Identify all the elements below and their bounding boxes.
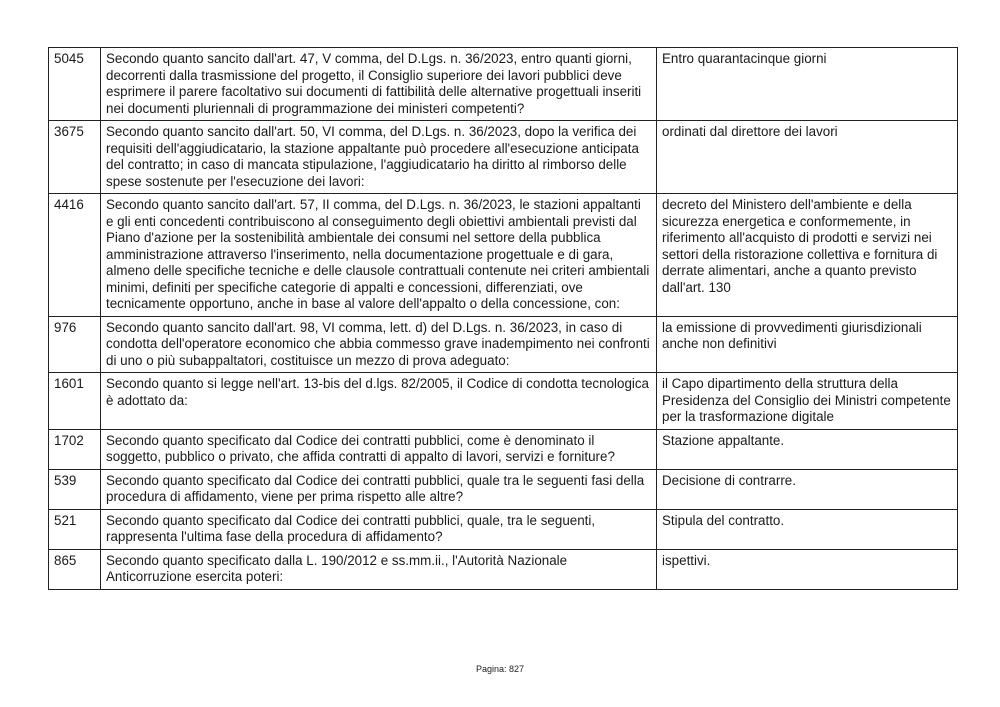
question-text: Secondo quanto specificato dal Codice dei contratti pubblici, quale, tra le seguenti, rappresenta l'ultima fase della procedura di affidamento? — [101, 509, 657, 549]
question-text: Secondo quanto si legge nell'art. 13-bis del d.lgs. 82/2005, il Codice di condotta tecnologica è adottato da: — [101, 373, 657, 430]
question-id: 3675 — [49, 121, 101, 194]
table-row — [49, 429, 958, 469]
table-row — [49, 48, 958, 121]
table-row — [49, 469, 958, 509]
question-text: Secondo quanto sancito dall'art. 47, V comma, del D.Lgs. n. 36/2023, entro quanti giorni, decorrenti dalla trasmissione del progetto, il Consiglio superiore dei lavori pubblici deve esprimere il parere facoltativo sui documenti di fattibilità delle alternative progettuali inseriti nei documenti pluriennali di programmazione dei ministeri competenti? — [101, 48, 657, 121]
question-id: 5045 — [49, 48, 101, 121]
question-id: 1702 — [49, 429, 101, 469]
question-text: Secondo quanto sancito dall'art. 50, VI comma, del D.Lgs. n. 36/2023, dopo la verifica dei requisiti dell'aggiudicatario, la stazione appaltante può procedere all'esecuzione anticipata del contratto; in caso di mancata stipulazione, l'aggiudicatario ha diritto al rimborso delle spese sostenute per l'esecuzione dei lavori: — [101, 121, 657, 194]
answer-text: la emissione di provvedimenti giurisdizionali anche non definitivi — [657, 316, 958, 373]
question-text: Secondo quanto sancito dall'art. 98, VI comma, lett. d) del D.Lgs. n. 36/2023, in caso di condotta dell'operatore economico che abbia commesso grave inadempimento nei confronti di uno o più subappaltatori, costituisce un mezzo di prova adeguato: — [101, 316, 657, 373]
table-row — [49, 509, 958, 549]
answer-text: decreto del Ministero dell'ambiente e della sicurezza energetica e conformemente, in riferimento all'acquisto di prodotti e servizi nei settori della ristorazione collettiva e fornitura di derrate alimentari, anche a quanto previsto dall'art. 130 — [657, 194, 958, 317]
question-id: 976 — [49, 316, 101, 373]
table-row — [49, 121, 958, 194]
table-row — [49, 549, 958, 589]
table-row — [49, 316, 958, 373]
answer-text: Decisione di contrarre. — [657, 469, 958, 509]
table-row — [49, 194, 958, 317]
answer-text: ispettivi. — [657, 549, 958, 589]
page-number: Pagina: 827 — [475, 664, 525, 674]
answer-text: Stipula del contratto. — [657, 509, 958, 549]
question-id: 4416 — [49, 194, 101, 317]
question-text: Secondo quanto specificato dal Codice dei contratti pubblici, quale tra le seguenti fasi della procedura di affidamento, viene per prima rispetto alle altre? — [101, 469, 657, 509]
table-row — [49, 373, 958, 430]
question-text: Secondo quanto sancito dall'art. 57, II comma, del D.Lgs. n. 36/2023, le stazioni appaltanti e gli enti concedenti contribuiscono al conseguimento degli obiettivi ambientali previsti dal Piano d'azione per la sostenibilità ambientale dei consumi nel settore della pubblica amministrazione attraverso l'inserimento, nella documentazione progettuale e di gara, almeno delle specifiche tecniche e delle clausole contrattuali contenute nei criteri ambientali minimi, definiti per specifiche categorie di appalti e concessioni, differenziati, ove tecnicamente opportuno, anche in base al valore dell'appalto o della concessione, con: — [101, 194, 657, 317]
answer-text: ordinati dal direttore dei lavori — [657, 121, 958, 194]
question-id: 865 — [49, 549, 101, 589]
answer-text: Entro quarantacinque giorni — [657, 48, 958, 121]
answer-text: Stazione appaltante. — [657, 429, 958, 469]
question-text: Secondo quanto specificato dalla L. 190/2012 e ss.mm.ii., l'Autorità Nazionale Anticorruzione esercita poteri: — [101, 549, 657, 589]
question-id: 1601 — [49, 373, 101, 430]
question-id: 521 — [49, 509, 101, 549]
answer-text: il Capo dipartimento della struttura della Presidenza del Consiglio dei Ministri competente per la trasformazione digitale — [657, 373, 958, 430]
question-text: Secondo quanto specificato dal Codice dei contratti pubblici, come è denominato il soggetto, pubblico o privato, che affida contratti di appalto di lavori, servizi e forniture? — [101, 429, 657, 469]
question-id: 539 — [49, 469, 101, 509]
questions-table — [48, 47, 958, 590]
